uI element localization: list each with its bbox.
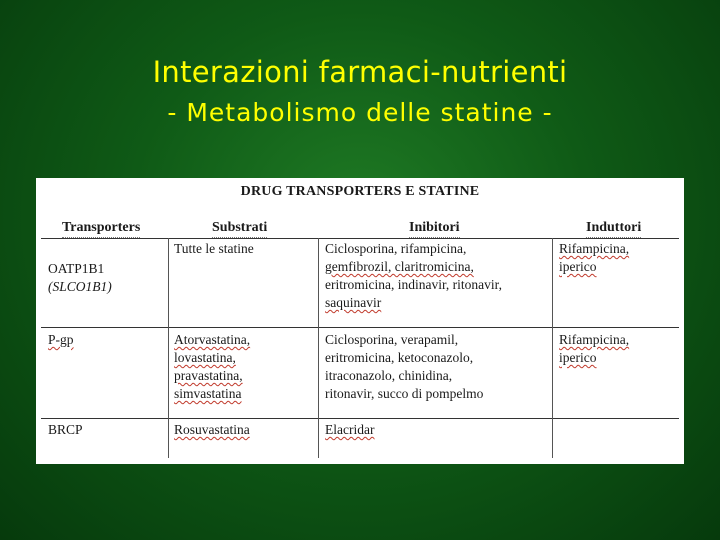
header-substrati: Substrati — [212, 220, 267, 238]
table-row-2-transporter: P-gp — [48, 332, 74, 347]
table-rule — [41, 238, 679, 239]
header-transporters: Transporters — [62, 220, 140, 238]
table-image-panel — [36, 178, 684, 464]
header-inibitori: Inibitori — [409, 220, 460, 238]
table-row-1-transporter: OATP1B1 (SLCO1B1) — [48, 261, 112, 294]
column-divider — [168, 238, 169, 458]
table-row-2-substrati: Atorvastatina, lovastatina, pravastatina, simvastatina — [174, 332, 251, 401]
table-row-1-inibitori: Ciclosporina, rifampicina, gemfibrozil, claritromicina, eritromicina, indinavir, ritonavir, saquinavir — [325, 241, 502, 310]
row-divider — [41, 418, 679, 419]
table-title: DRUG TRANSPORTERS E STATINE — [240, 184, 480, 199]
table-row-3-substrati: Rosuvastatina — [174, 422, 250, 437]
slide-subtitle: - Metabolismo delle statine - — [167, 98, 553, 127]
slide-title: Interazioni farmaci-nutrienti — [152, 55, 568, 89]
table-row-1-substrati: Tutte le statine — [174, 241, 254, 256]
table-row-3-inibitori: Elacridar — [325, 422, 375, 437]
header-induttori: Induttori — [586, 220, 641, 238]
column-divider — [318, 238, 319, 458]
table-row-3-transporter: BRCP — [48, 422, 83, 437]
column-divider — [552, 238, 553, 458]
table-row-1-induttori: Rifampicina, iperico — [559, 241, 630, 274]
table-row-2-induttori: Rifampicina, iperico — [559, 332, 630, 365]
table-row-2-inibitori: Ciclosporina, verapamil, eritromicina, ketoconazolo, itraconazolo, chinidina, ritonavir, succo di pompelmo — [325, 332, 484, 401]
row-divider — [41, 327, 679, 328]
